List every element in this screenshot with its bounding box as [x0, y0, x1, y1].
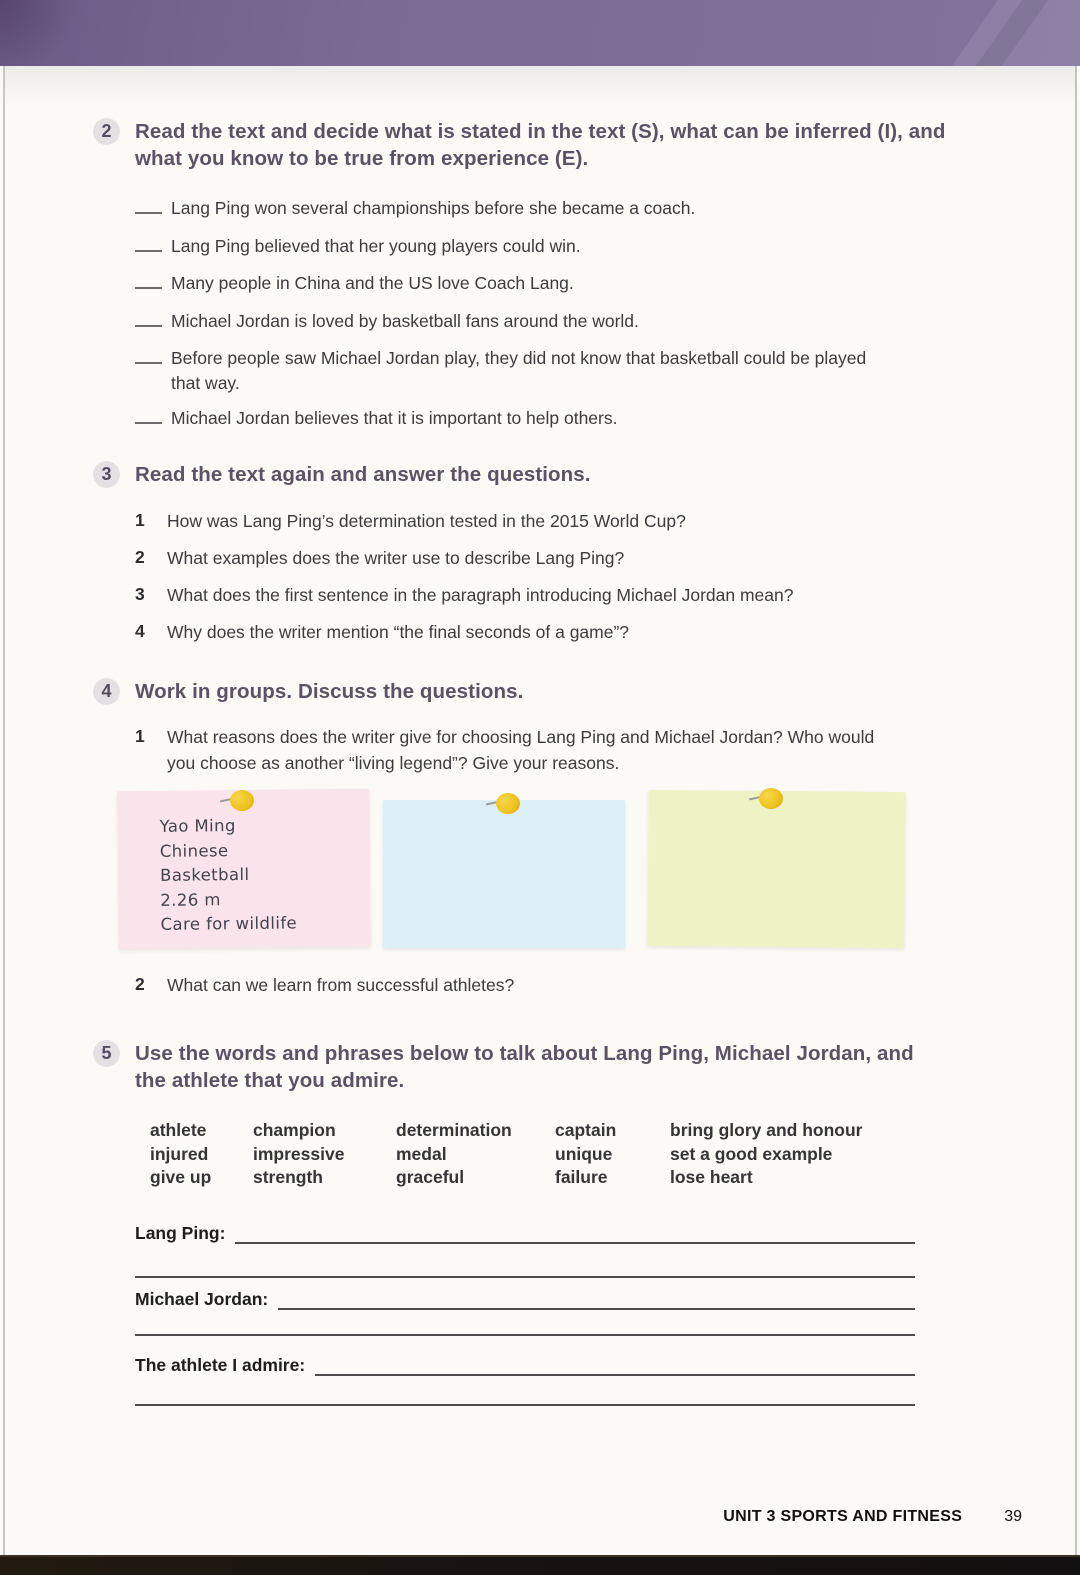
answer-blank — [135, 234, 162, 252]
write-line — [235, 1222, 915, 1244]
word-column — [396, 1119, 555, 1190]
section-5-number-badge: 5 — [93, 1040, 120, 1067]
word-item: medal — [396, 1143, 447, 1164]
statement-text: Many people in China and the US love Coach Lang. — [171, 273, 574, 293]
write-row-michael-jordan — [135, 1288, 915, 1310]
question-row — [135, 619, 965, 645]
word-item: unique — [555, 1143, 613, 1164]
section-5-heading: Use the words and phrases below to talk about Lang Ping, Michael Jordan, and the athlete that you admire. — [135, 1042, 914, 1092]
word-item: champion — [253, 1120, 336, 1140]
page-footer — [723, 1508, 1022, 1526]
write-row-athlete-admire — [135, 1354, 915, 1376]
statement-text: Michael Jordan is loved by basketball fans around the world. — [171, 311, 639, 331]
footer-page-number: 39 — [1004, 1508, 1022, 1525]
sticky-note-pink — [117, 789, 371, 950]
write-line — [315, 1354, 915, 1376]
question-number: 3 — [135, 584, 145, 604]
statement-text: Lang Ping won several championships before she became a coach. — [171, 198, 696, 218]
statement-row — [135, 271, 945, 296]
word-item: captain — [555, 1120, 617, 1140]
word-item: athlete — [150, 1120, 207, 1140]
word-item: graceful — [396, 1167, 465, 1187]
question-row — [135, 545, 965, 571]
pushpin-icon — [757, 788, 783, 810]
question-row — [135, 508, 965, 534]
section-4-heading: Work in groups. Discuss the questions. — [135, 680, 524, 703]
answer-blank — [135, 309, 162, 327]
word-item: bring glory and honour — [670, 1120, 863, 1140]
section-3-heading: Read the text again and answer the questions. — [135, 463, 591, 486]
footer-unit-label: UNIT 3 SPORTS AND FITNESS — [723, 1508, 963, 1525]
question-row — [135, 972, 965, 998]
write-line — [135, 1276, 915, 1278]
statement-row — [135, 196, 945, 221]
sticky-note-yellow — [647, 790, 905, 948]
statement-text: Michael Jordan believes that it is important to help others. — [171, 408, 618, 428]
statement-row — [135, 234, 945, 259]
statement-row — [135, 309, 945, 334]
book-bottom-edge — [0, 1555, 1080, 1575]
question-number: 1 — [135, 510, 145, 530]
word-item: failure — [555, 1167, 608, 1187]
word-list — [150, 1119, 862, 1190]
page-top-tint — [5, 66, 1075, 106]
banner-corner-shadow — [0, 0, 90, 66]
question-number: 2 — [135, 974, 145, 994]
question-text: What can we learn from successful athletes? — [167, 975, 515, 995]
question-number: 4 — [135, 621, 145, 641]
word-item: determination — [396, 1120, 512, 1140]
write-line — [278, 1288, 915, 1310]
pushpin-icon — [494, 793, 520, 815]
write-line — [135, 1334, 915, 1336]
word-item: impressive — [253, 1143, 345, 1164]
answer-blank — [135, 271, 162, 289]
statement-text: Before people saw Michael Jordan play, they did not know that basketball could be played that way. — [171, 348, 867, 393]
word-column — [670, 1119, 862, 1190]
word-item: lose heart — [670, 1167, 753, 1187]
write-label: Michael Jordan: — [135, 1289, 269, 1309]
question-row — [135, 724, 965, 776]
question-text: How was Lang Ping’s determination tested in the 2015 World Cup? — [167, 511, 686, 531]
word-column — [150, 1119, 253, 1190]
note-line: Care for wildlife — [160, 913, 298, 934]
note-line: Yao Ming — [159, 816, 236, 836]
statement-row — [135, 406, 945, 431]
question-text: Why does the writer mention “the final seconds of a game”? — [167, 622, 630, 642]
write-label: Lang Ping: — [135, 1223, 226, 1243]
section-3-number-badge: 3 — [93, 461, 120, 488]
sticky-note-blue — [383, 800, 625, 948]
section-2-heading: Read the text and decide what is stated in the text (S), what can be inferred (I), and what you know to be true from experience (E). — [135, 120, 946, 170]
note-line: Basketball — [159, 864, 250, 885]
answer-blank — [135, 346, 162, 364]
section-4-number-badge: 4 — [93, 678, 120, 705]
question-number: 2 — [135, 547, 145, 567]
statement-text: Lang Ping believed that her young players could win. — [171, 236, 581, 256]
statement-row — [135, 346, 945, 396]
word-item: strength — [253, 1167, 323, 1187]
write-label: The athlete I admire: — [135, 1355, 306, 1375]
question-number: 1 — [135, 726, 145, 746]
question-text: What does the first sentence in the paragraph introducing Michael Jordan mean? — [167, 585, 794, 605]
word-item: injured — [150, 1143, 209, 1164]
answer-blank — [135, 406, 162, 424]
section-2-number-badge: 2 — [93, 118, 120, 145]
answer-blank — [135, 196, 162, 214]
write-row-lang-ping — [135, 1222, 915, 1244]
word-column — [555, 1119, 670, 1190]
pushpin-icon — [228, 790, 254, 812]
word-column — [253, 1119, 396, 1190]
question-text: What reasons does the writer give for choosing Lang Ping and Michael Jordan? Who would you choose as another “living legend”? Give your reasons. — [167, 727, 875, 773]
question-row — [135, 582, 965, 608]
page-edge-right — [1075, 66, 1077, 1557]
word-item: set a good example — [670, 1143, 833, 1164]
page-edge-left — [3, 66, 5, 1575]
page-top-banner — [0, 0, 1080, 66]
write-line — [135, 1404, 915, 1406]
word-item: give up — [150, 1167, 212, 1187]
note-line: Chinese — [159, 840, 229, 861]
note-line: 2.26 m — [160, 889, 221, 910]
question-text: What examples does the writer use to describe Lang Ping? — [167, 548, 625, 568]
